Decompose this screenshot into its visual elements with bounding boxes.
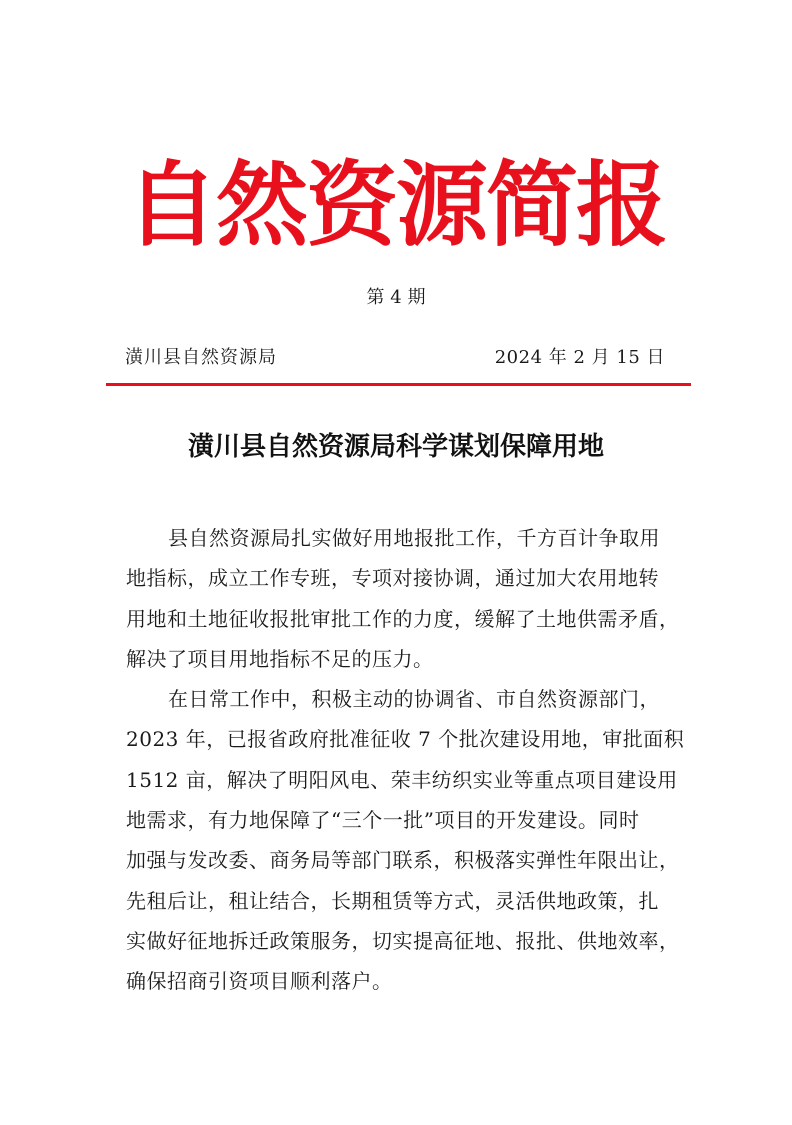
text-line: 地需求，有力地保障了“三个一批”项目的开发建设。同时 bbox=[126, 808, 640, 833]
header-divider bbox=[106, 383, 691, 386]
article-body bbox=[126, 518, 686, 1002]
article-headline: 潢川县自然资源局科学谋划保障用地 bbox=[187, 432, 604, 462]
text-line: 1512 亩，解决了明阳风电、荣丰纺织实业等重点项目建设用 bbox=[126, 767, 678, 792]
text-line: 地指标，成立工作专班，专项对接协调，通过加大农用地转 bbox=[126, 566, 659, 591]
text-line: 加强与发改委、商务局等部门联系，积极落实弹性年限出让， bbox=[126, 848, 680, 873]
text-line: 实做好征地拆迁政策服务，切实提高征地、报批、供地效率， bbox=[126, 928, 680, 953]
issue-number: 第 4 期 bbox=[366, 287, 426, 308]
text-line: 2023 年，已报省政府批准征收 7 个批次建设用地，审批面积 bbox=[126, 727, 685, 752]
text-line: 用地和土地征收报批审批工作的力度，缓解了土地供需矛盾， bbox=[126, 606, 680, 631]
paragraph-2 bbox=[126, 679, 686, 1001]
masthead-title: 自然资源简报 bbox=[125, 151, 666, 259]
text-line: 解决了项目用地指标不足的压力。 bbox=[126, 646, 434, 671]
paragraph-1 bbox=[126, 518, 686, 679]
issue-date: 2024 年 2 月 15 日 bbox=[494, 347, 665, 368]
text-line: 先租后让，租让结合，长期租赁等方式，灵活供地政策，扎 bbox=[126, 888, 659, 913]
text-line: 在日常工作中，积极主动的协调省、市自然资源部门， bbox=[168, 687, 660, 712]
text-line: 县自然资源局扎实做好用地报批工作，千方百计争取用 bbox=[168, 526, 660, 550]
text-line: 确保招商引资项目顺利落户。 bbox=[126, 969, 393, 994]
issuing-agency: 潢川县自然资源局 bbox=[125, 347, 277, 368]
